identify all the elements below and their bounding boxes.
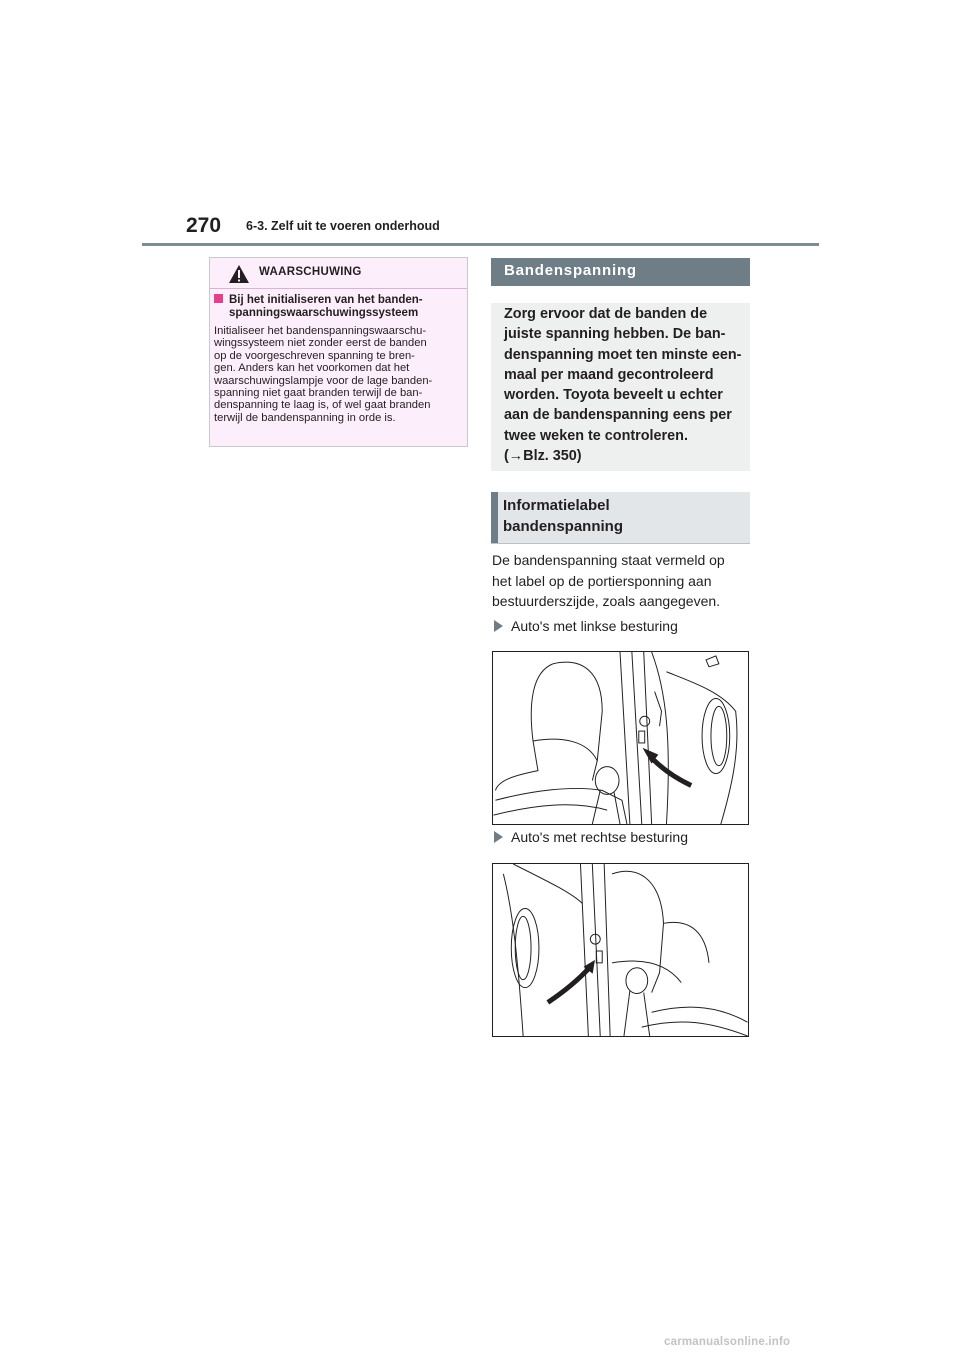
door-jamb-illustration-lhd — [493, 652, 748, 824]
header-rule — [142, 243, 819, 246]
warning-title: WAARSCHUWING — [259, 266, 362, 278]
door-jamb-illustration-rhd — [493, 864, 748, 1036]
bullet-left-hand-drive: Auto's met linkse besturing — [494, 618, 678, 634]
warning-subtitle: Bij het initialiseren van het banden- spanningswaarschuwingssysteem — [214, 294, 464, 320]
section-heading-label: Bandenspanning — [504, 262, 637, 279]
subsection-heading-label: Informatielabel bandenspanning — [503, 497, 623, 535]
subsection-heading — [491, 492, 750, 544]
square-bullet-icon — [214, 294, 223, 303]
figure-right-hand-drive — [492, 863, 749, 1037]
bullet-right-hand-drive: Auto's met rechtse besturing — [494, 829, 688, 845]
subsection-bar — [491, 492, 498, 543]
warning-text: Initialiseer het bandenspanningswaarschu- wingssysteem niet zonder eerst de banden op de voorgeschreven spanning te bren- gen. Anders kan het voorkomen dat het waarschuwingslampje voor de lage banden- spanning niet gaat branden terwijl de ban- denspanning te laag is, of wel gaat branden terwijl de bandenspanning in orde is. — [214, 325, 433, 424]
figure-left-hand-drive — [492, 651, 749, 825]
warning-header — [210, 258, 467, 289]
intro-text: Zorg ervoor dat de banden de juiste spanning hebben. De ban- denspanning moet ten minste een- maal per maand gecontroleerd worden. Toyota beveelt u echter aan de bandenspanning eens per twee weken te controleren. (→Blz. 350) — [504, 306, 742, 465]
triangle-bullet-icon — [494, 831, 503, 843]
intro-box — [491, 303, 750, 471]
watermark: carmanualsonline.info — [664, 1336, 791, 1348]
warning-box — [209, 257, 468, 447]
section-heading — [491, 258, 750, 286]
body-text: De bandenspanning staat vermeld op het label op de portiersponning aan bestuurderszijde, zoals aangegeven. — [492, 552, 725, 610]
triangle-bullet-icon — [494, 620, 503, 632]
warning-triangle-icon — [228, 264, 250, 284]
page-number: 270 — [186, 214, 222, 237]
section-title: 6-3. Zelf uit te voeren onderhoud — [246, 219, 440, 233]
